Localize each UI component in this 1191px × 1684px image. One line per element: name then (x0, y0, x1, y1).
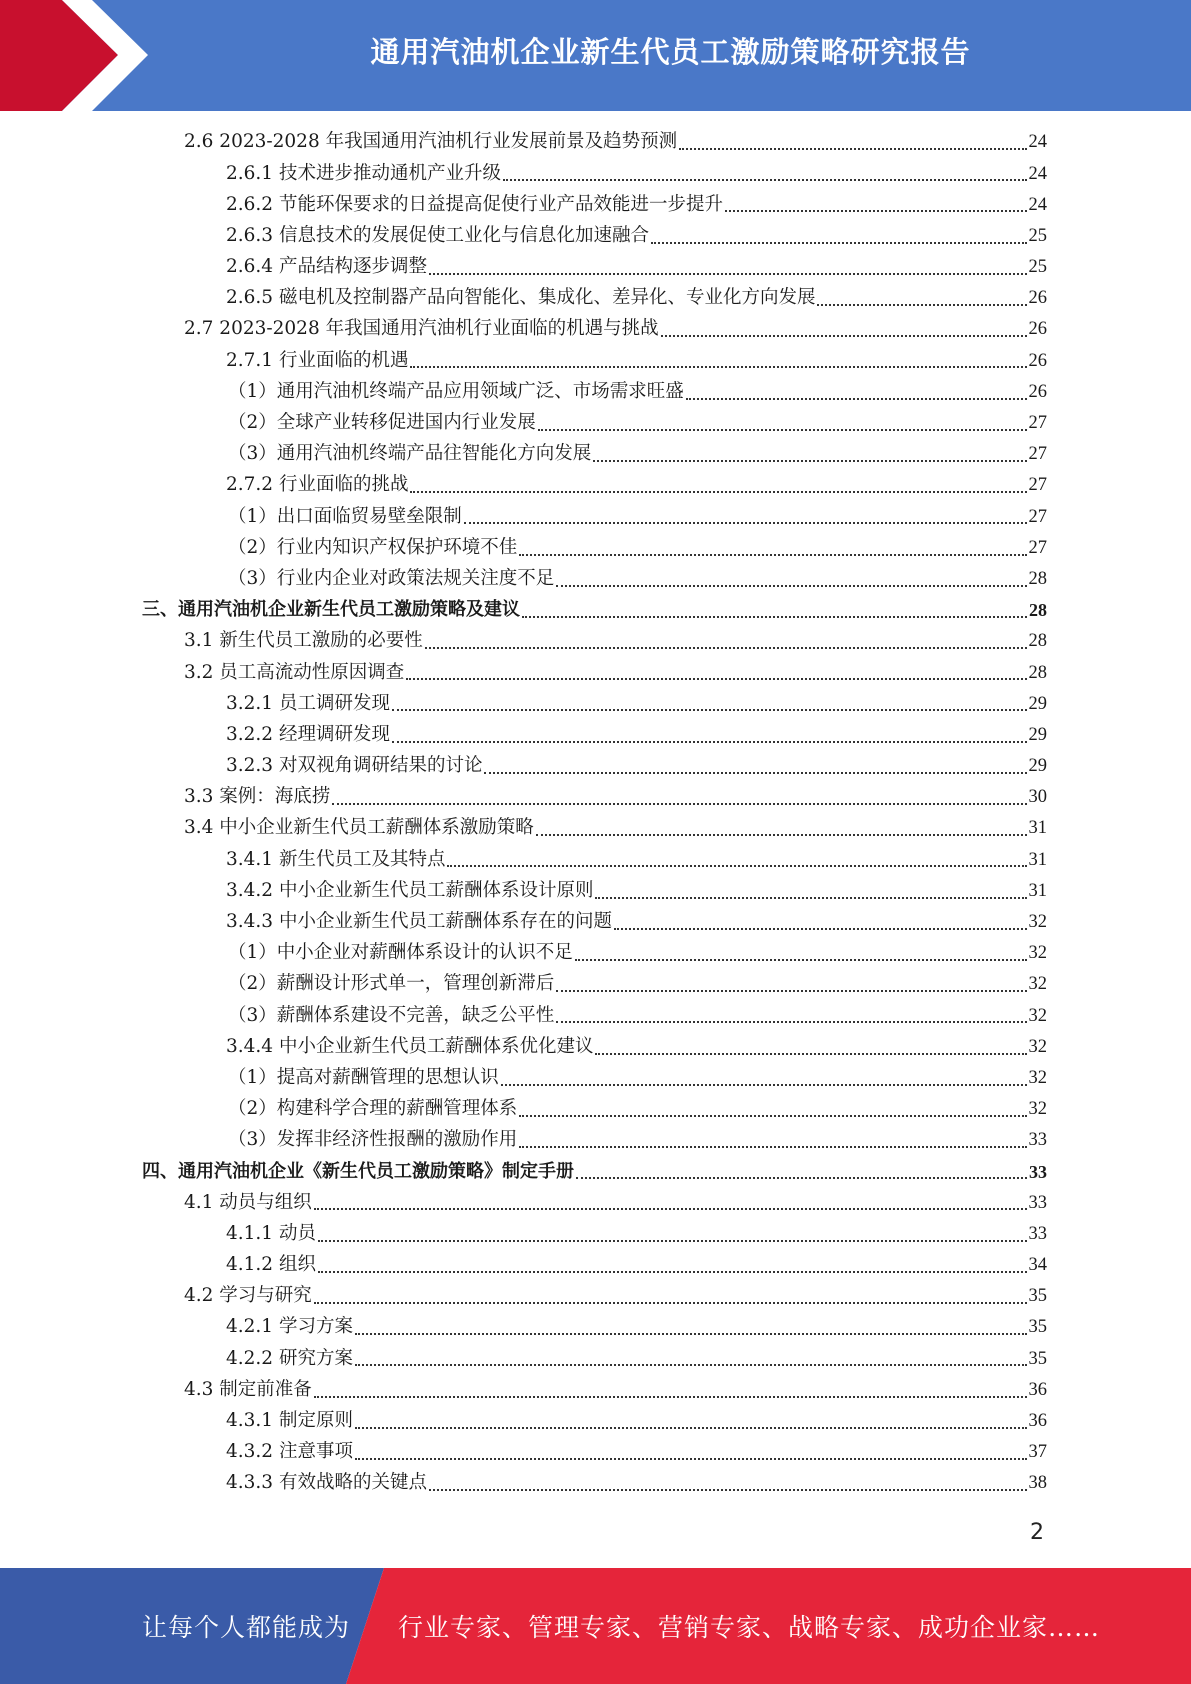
toc-dot-leader (392, 708, 1027, 711)
toc-entry-page: 27 (1028, 444, 1047, 465)
toc-entry[interactable] (0, 314, 1191, 345)
toc-dot-leader (519, 1114, 1026, 1117)
toc-entry-page: 35 (1028, 1317, 1047, 1338)
report-title: 通用汽油机企业新生代员工激励策略研究报告 (370, 34, 971, 69)
toc-dot-leader (538, 428, 1027, 431)
toc-entry-title: （1）通用汽油机终端产品应用领域广泛、市场需求旺盛 (228, 380, 684, 402)
toc-dot-leader (355, 1332, 1027, 1335)
toc-entry[interactable] (0, 1281, 1191, 1312)
toc-entry[interactable] (0, 1312, 1191, 1343)
toc-entry[interactable] (0, 1031, 1191, 1062)
toc-entry-page: 28 (1028, 631, 1047, 652)
toc-dot-leader (503, 178, 1027, 181)
toc-entry-title: 2.6.2 节能环保要求的日益提高促使行业产品效能进一步提升 (226, 193, 723, 215)
toc-entry-title: 4.1.2 组织 (226, 1254, 316, 1276)
toc-entry-title: 2.7.1 行业面临的机遇 (226, 349, 409, 371)
toc-dot-leader (429, 272, 1027, 275)
toc-dot-leader (355, 1426, 1027, 1429)
toc-entry[interactable] (0, 345, 1191, 376)
toc-entry-page: 25 (1028, 225, 1047, 246)
toc-entry-page: 24 (1028, 132, 1047, 153)
toc-dot-leader (464, 521, 1027, 524)
table-of-contents (0, 127, 1191, 1499)
toc-entry-page: 32 (1028, 1099, 1047, 1120)
toc-entry[interactable] (0, 377, 1191, 408)
toc-entry[interactable] (0, 720, 1191, 751)
toc-entry-page: 33 (1029, 1161, 1047, 1182)
toc-entry[interactable] (0, 158, 1191, 189)
toc-entry-page: 31 (1028, 849, 1047, 870)
toc-entry-title: （2）构建科学合理的薪酬管理体系 (228, 1098, 518, 1120)
toc-entry-page: 32 (1028, 943, 1047, 964)
toc-entry[interactable] (0, 1468, 1191, 1499)
toc-entry[interactable] (0, 252, 1191, 283)
toc-entry[interactable] (0, 1219, 1191, 1250)
toc-entry[interactable] (0, 907, 1191, 938)
toc-entry-page: 34 (1028, 1255, 1047, 1276)
toc-entry[interactable] (0, 470, 1191, 501)
toc-dot-leader (536, 833, 1027, 836)
toc-entry-title: 4.3.3 有效战略的关键点 (226, 1472, 427, 1494)
toc-dot-leader (556, 1020, 1026, 1023)
toc-entry-title: 3.2 员工高流动性原因调查 (184, 661, 405, 683)
toc-entry-page: 25 (1028, 257, 1047, 278)
toc-entry-page: 36 (1028, 1379, 1047, 1400)
toc-entry[interactable] (0, 1343, 1191, 1374)
toc-dot-leader (686, 397, 1027, 400)
toc-entry[interactable] (0, 189, 1191, 220)
toc-dot-leader (595, 896, 1026, 899)
toc-entry-page: 27 (1028, 537, 1047, 558)
toc-entry-title: 2.6.3 信息技术的发展促使工业化与信息化加速融合 (226, 224, 649, 246)
toc-dot-leader (817, 303, 1026, 306)
toc-entry-title: 4.2.1 学习方案 (226, 1316, 353, 1338)
toc-entry[interactable] (0, 782, 1191, 813)
toc-dot-leader (447, 864, 1026, 867)
page-header (0, 0, 1191, 111)
toc-entry-title: 2.6.1 技术进步推动通机产业升级 (226, 162, 501, 184)
toc-dot-leader (484, 771, 1026, 774)
toc-dot-leader (429, 1488, 1027, 1491)
toc-entry-title: 4.3 制定前准备 (184, 1378, 312, 1400)
toc-entry-page: 31 (1028, 818, 1047, 839)
toc-entry-page: 24 (1028, 194, 1047, 215)
toc-dot-leader (593, 459, 1026, 462)
toc-entry[interactable] (0, 221, 1191, 252)
toc-entry[interactable] (0, 688, 1191, 719)
toc-entry-page: 29 (1028, 756, 1047, 777)
page-footer (0, 1568, 1191, 1684)
toc-dot-leader (679, 147, 1026, 150)
toc-entry-page: 28 (1028, 662, 1047, 683)
toc-dot-leader (355, 1363, 1027, 1366)
toc-entry-page: 26 (1028, 319, 1047, 340)
toc-dot-leader (519, 553, 1026, 556)
toc-entry[interactable] (0, 1187, 1191, 1218)
toc-entry-title: 4.3.2 注意事项 (226, 1441, 353, 1463)
toc-entry-title: 3.2.2 经理调研发现 (226, 723, 390, 745)
toc-entry-title: 3.4 中小企业新生代员工薪酬体系激励策略 (184, 817, 534, 839)
toc-entry-page: 32 (1028, 1036, 1047, 1057)
toc-entry-title: 4.2.2 研究方案 (226, 1347, 353, 1369)
toc-entry[interactable] (0, 626, 1191, 657)
toc-entry-page: 32 (1028, 1005, 1047, 1026)
toc-entry[interactable] (0, 657, 1191, 688)
toc-entry-page: 26 (1028, 350, 1047, 371)
footer-slogan-left: 让每个人都能成为 (142, 1613, 351, 1642)
toc-entry-title: （2）行业内知识产权保护环境不佳 (228, 536, 518, 558)
toc-entry-title: （3）通用汽油机终端产品往智能化方向发展 (228, 443, 592, 465)
page-number: 2 (1030, 1520, 1044, 1545)
toc-entry-title: 4.2 学习与研究 (184, 1285, 312, 1307)
toc-entry-page: 33 (1028, 1223, 1047, 1244)
toc-entry-title: 3.4.2 中小企业新生代员工薪酬体系设计原则 (226, 879, 594, 901)
toc-dot-leader (651, 241, 1027, 244)
toc-entry[interactable] (0, 127, 1191, 158)
toc-entry-page: 29 (1028, 724, 1047, 745)
toc-entry-page: 35 (1028, 1286, 1047, 1307)
toc-entry[interactable] (0, 1094, 1191, 1125)
toc-entry-page: 26 (1028, 381, 1047, 402)
toc-dot-leader (318, 1270, 1027, 1273)
toc-dot-leader (661, 334, 1027, 337)
toc-dot-leader (318, 1239, 1027, 1242)
toc-entry[interactable] (0, 1156, 1191, 1187)
toc-entry-title: （3）行业内企业对政策法规关注度不足 (228, 567, 555, 589)
toc-entry-page: 32 (1028, 912, 1047, 933)
toc-entry[interactable] (0, 1125, 1191, 1156)
toc-entry[interactable] (0, 1437, 1191, 1468)
toc-entry-title: （2）薪酬设计形式单一，管理创新滞后 (228, 973, 555, 995)
toc-entry-page: 29 (1028, 693, 1047, 714)
toc-dot-leader (355, 1457, 1027, 1460)
toc-entry-title: （3）发挥非经济性报酬的激励作用 (228, 1129, 518, 1151)
toc-entry-page: 24 (1028, 163, 1047, 184)
toc-entry-title: 3.2.3 对双视角调研结果的讨论 (226, 755, 483, 777)
toc-entry-title: 3.4.1 新生代员工及其特点 (226, 848, 446, 870)
toc-entry[interactable] (0, 532, 1191, 563)
toc-entry[interactable] (0, 501, 1191, 532)
toc-entry-page: 36 (1028, 1411, 1047, 1432)
toc-entry[interactable] (0, 1000, 1191, 1031)
toc-entry-page: 27 (1028, 413, 1047, 434)
toc-entry-title: 3.1 新生代员工激励的必要性 (184, 630, 423, 652)
toc-entry-title: 3.2.1 员工调研发现 (226, 692, 390, 714)
toc-dot-leader (392, 740, 1027, 743)
toc-entry-page: 26 (1028, 288, 1047, 309)
toc-entry-title: 3.4.4 中小企业新生代员工薪酬体系优化建议 (226, 1035, 594, 1057)
toc-dot-leader (501, 1083, 1027, 1086)
toc-entry-title: （2）全球产业转移促进国内行业发展 (228, 412, 536, 434)
toc-dot-leader (519, 1145, 1026, 1148)
toc-entry-title: 3.3 案例：海底捞 (184, 786, 331, 808)
toc-entry-title: 三、通用汽油机企业新生代员工激励策略及建议 (142, 599, 520, 621)
toc-dot-leader (332, 802, 1026, 805)
toc-entry[interactable] (0, 813, 1191, 844)
toc-entry[interactable] (0, 1250, 1191, 1281)
toc-dot-leader (576, 1176, 1027, 1179)
toc-entry-title: （1）出口面临贸易壁垒限制 (228, 505, 462, 527)
toc-entry-page: 35 (1028, 1348, 1047, 1369)
toc-dot-leader (556, 584, 1026, 587)
toc-entry[interactable] (0, 844, 1191, 875)
toc-dot-leader (425, 646, 1027, 649)
toc-dot-leader (725, 209, 1027, 212)
toc-dot-leader (556, 989, 1026, 992)
toc-dot-leader (406, 677, 1026, 680)
toc-entry[interactable] (0, 595, 1191, 626)
toc-entry-title: 4.3.1 制定原则 (226, 1410, 353, 1432)
toc-entry-page: 28 (1029, 600, 1047, 621)
toc-dot-leader (522, 615, 1027, 618)
toc-entry-page: 38 (1028, 1473, 1047, 1494)
toc-dot-leader (314, 1207, 1027, 1210)
toc-dot-leader (410, 365, 1026, 368)
toc-entry-page: 32 (1028, 974, 1047, 995)
toc-entry-page: 28 (1028, 568, 1047, 589)
toc-entry[interactable] (0, 938, 1191, 969)
toc-entry-title: 3.4.3 中小企业新生代员工薪酬体系存在的问题 (226, 911, 612, 933)
toc-entry-page: 31 (1028, 880, 1047, 901)
toc-entry-page: 32 (1028, 1067, 1047, 1088)
toc-entry-title: 四、通用汽油机企业《新生代员工激励策略》制定手册 (142, 1160, 574, 1182)
toc-entry[interactable] (0, 969, 1191, 1000)
toc-entry[interactable] (0, 1406, 1191, 1437)
toc-entry[interactable] (0, 564, 1191, 595)
toc-entry[interactable] (0, 876, 1191, 907)
toc-entry-page: 33 (1028, 1192, 1047, 1213)
toc-dot-leader (410, 490, 1026, 493)
toc-entry-title: 4.1 动员与组织 (184, 1191, 312, 1213)
toc-entry-title: （3）薪酬体系建设不完善，缺乏公平性 (228, 1004, 555, 1026)
toc-entry-title: 4.1.1 动员 (226, 1222, 316, 1244)
toc-dot-leader (575, 958, 1027, 961)
toc-entry[interactable] (0, 283, 1191, 314)
toc-entry-title: 2.6 2023-2028 年我国通用汽油机行业发展前景及趋势预测 (184, 131, 678, 153)
toc-entry-page: 27 (1028, 506, 1047, 527)
toc-entry[interactable] (0, 1063, 1191, 1094)
toc-entry[interactable] (0, 408, 1191, 439)
toc-entry-title: 2.6.4 产品结构逐步调整 (226, 256, 427, 278)
toc-entry-page: 37 (1028, 1442, 1047, 1463)
toc-entry-title: （1）中小企业对薪酬体系设计的认识不足 (228, 942, 573, 964)
toc-entry-title: （1）提高对薪酬管理的思想认识 (228, 1066, 499, 1088)
toc-entry-page: 30 (1028, 787, 1047, 808)
toc-dot-leader (614, 927, 1027, 930)
toc-entry-page: 27 (1028, 475, 1047, 496)
toc-dot-leader (595, 1052, 1026, 1055)
toc-entry-title: 2.6.5 磁电机及控制器产品向智能化、集成化、差异化、专业化方向发展 (226, 287, 816, 309)
toc-dot-leader (314, 1395, 1027, 1398)
toc-entry-title: 2.7 2023-2028 年我国通用汽油机行业面临的机遇与挑战 (184, 318, 659, 340)
toc-entry[interactable] (0, 751, 1191, 782)
toc-entry[interactable] (0, 1375, 1191, 1406)
header-chevron-decoration (0, 0, 160, 111)
footer-slogan-right: 行业专家、管理专家、营销专家、战略专家、成功企业家…… (398, 1613, 1101, 1642)
toc-dot-leader (314, 1301, 1027, 1304)
toc-entry[interactable] (0, 439, 1191, 470)
toc-entry-title: 2.7.2 行业面临的挑战 (226, 474, 409, 496)
toc-entry-page: 33 (1028, 1130, 1047, 1151)
